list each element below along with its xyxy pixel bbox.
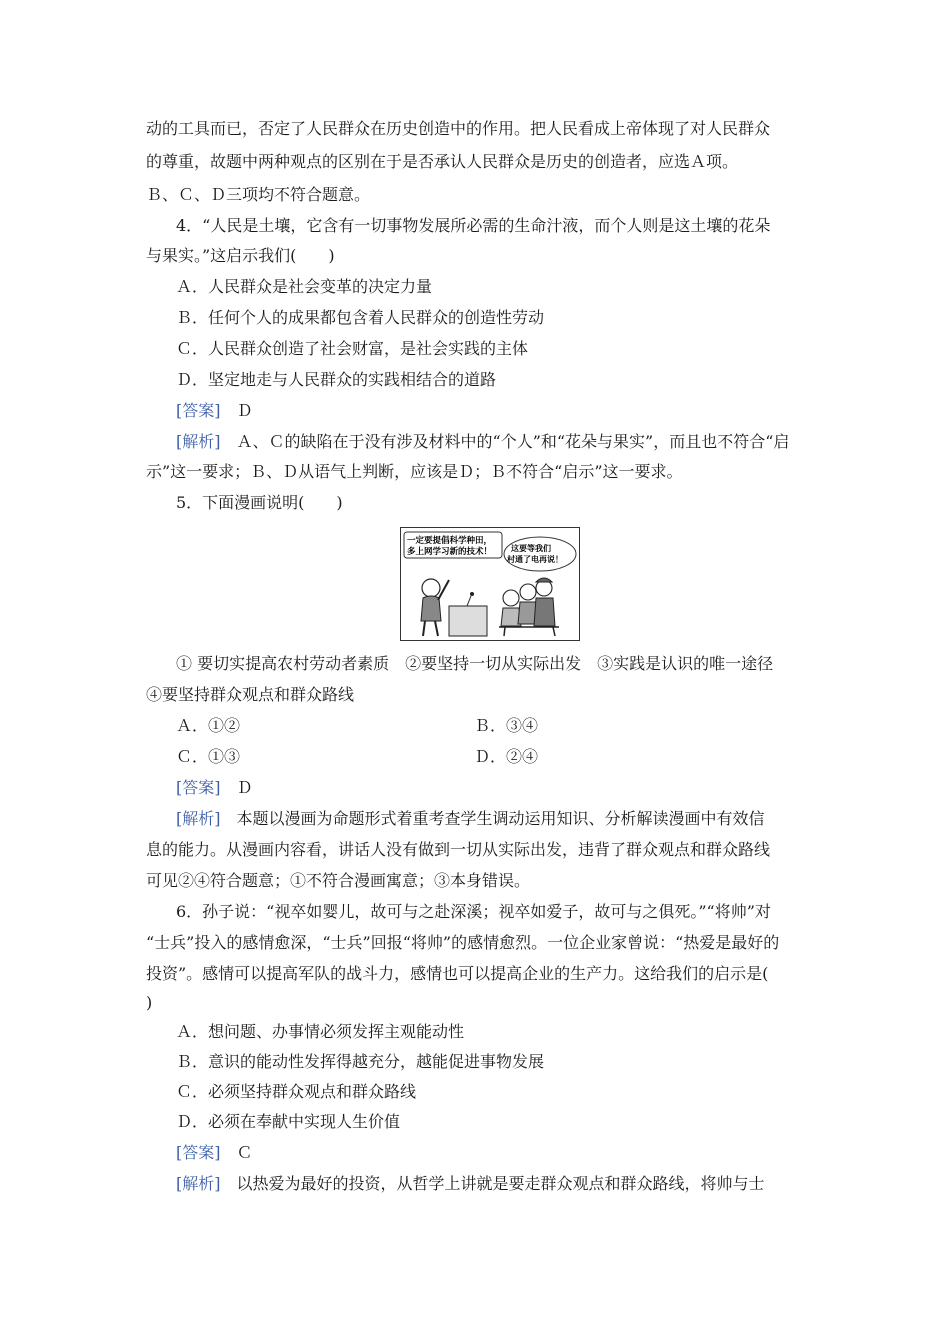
answer-tag: [答案]	[176, 778, 221, 797]
analysis-text: 本题以漫画为命题形式着重考查学生调动运用知识、分析解读漫画中有效信	[236, 809, 765, 828]
q4-option-b: Ｂ．任何个人的成果都包含着人民群众的创造性劳动	[176, 308, 545, 327]
q6-stem-line-4: )	[146, 993, 153, 1012]
left-bubble-text-2: 多上网学习新的技术！	[407, 547, 493, 557]
q4-option-c: Ｃ．人民群众创造了社会财富，是社会实践的主体	[176, 339, 529, 358]
analysis-text: Ａ、Ｃ的缺陷在于没有涉及材料中的“个人”和“花朵与果实”，而且也不符合“启	[236, 432, 790, 451]
q5-option-b: Ｂ．③④	[474, 716, 539, 735]
q5-answer	[176, 776, 856, 800]
audience-figures	[499, 578, 559, 636]
q4-stem-line-1: 4．“人民是土壤，它含有一切事物发展所必需的生命汁液，而个人则是这土壤的花朵	[176, 216, 771, 235]
podium	[449, 592, 487, 636]
q5-options-row-2	[176, 745, 856, 769]
answer-value: Ｃ	[236, 1143, 253, 1162]
q5-analysis-line-3: 可见②④符合题意；①不符合漫画寓意；③本身错误。	[146, 871, 531, 890]
q6-stem-line-3: 投资”。感情可以提高军队的战斗力，感情也可以提高企业的生产力。这给我们的启示是(	[146, 964, 769, 983]
intro-line-1: 动的工具而已，否定了人民群众在历史创造中的作用。把人民看成上帝体现了对人民群众	[146, 119, 771, 138]
right-bubble-text-1: 这要等我们	[511, 544, 551, 553]
left-bubble-text-1: 一定要提倡科学种田，	[407, 536, 493, 546]
right-speech-bubble	[504, 537, 576, 571]
answer-value: Ｄ	[236, 401, 253, 420]
q6-stem-line-1: 6．孙子说：“视卒如婴儿，故可与之赴深溪；视卒如爱子，故可与之俱死。”“将帅”对	[176, 902, 771, 921]
speaker-figure	[421, 579, 449, 636]
q4-stem-line-2: 与果实。”这启示我们( )	[146, 246, 335, 265]
q4-answer	[176, 399, 856, 423]
right-bubble-text-2: 村通了电再说！	[507, 555, 563, 564]
q4-analysis-line-2: 示”这一要求；Ｂ、Ｄ从语气上判断，应该是Ｄ；Ｂ不符合“启示”这一要求。	[146, 462, 683, 481]
q6-option-d: Ｄ．必须在奉献中实现人生价值	[176, 1112, 401, 1131]
q5-items-line-1: ① 要切实提高农村劳动者素质 ②要坚持一切从实际出发 ③实践是认识的唯一途径	[176, 654, 774, 673]
analysis-tag: [解析]	[176, 1174, 221, 1193]
q5-stem: 5．下面漫画说明( )	[176, 493, 343, 512]
q4-analysis-line-1	[176, 430, 856, 454]
q5-options-row-1	[176, 714, 856, 738]
intro-line-3: Ｂ、Ｃ、Ｄ三项均不符合题意。	[146, 185, 371, 204]
q5-analysis-line-1	[176, 807, 856, 831]
analysis-tag: [解析]	[176, 809, 221, 828]
answer-value: Ｄ	[236, 778, 253, 797]
q6-answer	[176, 1141, 856, 1165]
q6-option-b: Ｂ．意识的能动性发挥得越充分，越能促进事物发展	[176, 1052, 545, 1071]
cartoon-drawing	[401, 528, 578, 639]
analysis-tag: [解析]	[176, 432, 221, 451]
q5-option-c: Ｃ．①③	[176, 747, 241, 766]
q6-option-a: Ａ．想问题、办事情必须发挥主观能动性	[176, 1022, 465, 1041]
q6-stem-line-2: “士兵”投入的感情愈深，“士兵”回报“将帅”的感情愈烈。一位企业家曾说：“热爱是最好的	[146, 933, 780, 952]
q5-option-d: Ｄ．②④	[474, 747, 539, 766]
q5-items-line-2: ④要坚持群众观点和群众路线	[146, 685, 355, 704]
answer-tag: [答案]	[176, 401, 221, 420]
q6-option-c: Ｃ．必须坚持群众观点和群众路线	[176, 1082, 417, 1101]
q5-analysis-line-2: 息的能力。从漫画内容看，讲话人没有做到一切从实际出发，违背了群众观点和群众路线	[146, 840, 771, 859]
analysis-text: 以热爱为最好的投资，从哲学上讲就是要走群众观点和群众路线，将帅与士	[236, 1174, 765, 1193]
q4-option-d: Ｄ．坚定地走与人民群众的实践相结合的道路	[176, 370, 497, 389]
intro-line-2: 的尊重，故题中两种观点的区别在于是否承认人民群众是历史的创造者，应选Ａ项。	[146, 152, 739, 171]
q6-analysis-line-1	[176, 1172, 856, 1196]
q5-option-a: Ａ．①②	[176, 716, 241, 735]
cartoon-image	[400, 527, 580, 641]
answer-tag: [答案]	[176, 1143, 221, 1162]
q4-option-a: Ａ．人民群众是社会变革的决定力量	[176, 277, 433, 296]
